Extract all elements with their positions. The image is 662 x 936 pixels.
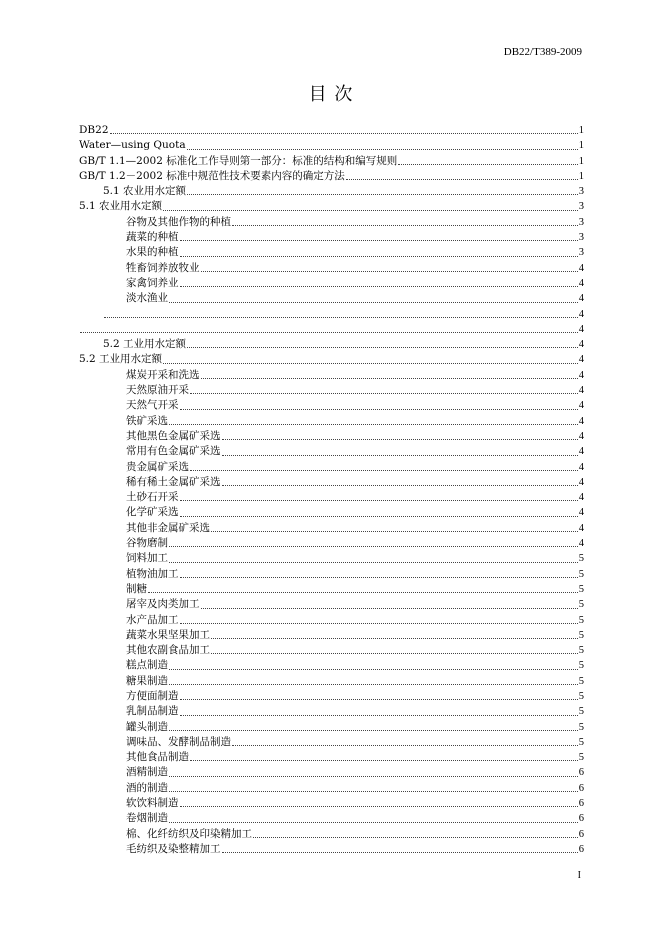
- toc-entry-label: 牲畜饲养放牧业: [126, 261, 200, 274]
- toc-entry[interactable]: [79, 276, 584, 291]
- toc-entry-label: 蔬菜的种植: [126, 231, 179, 244]
- toc-entry-page: 4: [578, 385, 584, 397]
- toc-entry-label: 毛纺织及染整精加工: [126, 842, 221, 855]
- toc-entry-page: 5: [578, 568, 584, 580]
- toc-entry-label: 其他食品制造: [126, 751, 189, 764]
- toc-entry-page: 4: [578, 476, 584, 488]
- toc-leader-dots: [398, 164, 578, 165]
- toc-leader-dots: [148, 592, 578, 593]
- toc-entry-page: 4: [578, 492, 584, 504]
- toc-entry[interactable]: [79, 169, 584, 184]
- toc-entry-page: 4: [578, 400, 584, 412]
- toc-entry-page: 5: [578, 614, 584, 626]
- toc-entry-page: 3: [578, 201, 584, 213]
- toc-entry[interactable]: [79, 613, 584, 628]
- toc-entry-label: 常用有色金属矿采选: [126, 445, 221, 458]
- toc-leader-dots: [169, 562, 578, 563]
- toc-entry-page: 6: [578, 767, 584, 779]
- document-code: DB22/T389-2009: [503, 46, 582, 58]
- table-of-contents: [79, 123, 584, 857]
- page-number: I: [577, 870, 581, 881]
- toc-entry[interactable]: [79, 352, 584, 367]
- toc-entry-page: 4: [578, 507, 584, 519]
- toc-entry-label: 饲料加工: [126, 552, 168, 565]
- toc-entry-page: 4: [578, 461, 584, 473]
- toc-entry[interactable]: [79, 154, 584, 169]
- toc-entry-page: 5: [578, 690, 584, 702]
- toc-entry[interactable]: [79, 674, 584, 689]
- toc-leader-dots: [180, 240, 578, 241]
- toc-entry-page: 4: [578, 446, 584, 458]
- toc-leader-dots: [104, 317, 578, 318]
- toc-entry-page: 5: [578, 583, 584, 595]
- toc-entry-page: 5: [578, 553, 584, 565]
- toc-entry[interactable]: [79, 215, 584, 230]
- toc-entry-label: 罐头制造: [126, 720, 168, 733]
- toc-entry-page: 4: [578, 354, 584, 366]
- toc-entry-page: 5: [578, 736, 584, 748]
- toc-entry-label: 糕点制造: [126, 659, 168, 672]
- toc-entry[interactable]: [79, 414, 584, 429]
- toc-entry-page: 6: [578, 843, 584, 855]
- toc-entry[interactable]: [79, 337, 584, 352]
- toc-leader-dots: [211, 653, 578, 654]
- toc-entry[interactable]: [79, 720, 584, 735]
- toc-entry[interactable]: [79, 199, 584, 214]
- toc-leader-dots: [190, 393, 578, 394]
- toc-entry[interactable]: [79, 123, 584, 138]
- toc-entry-label: 水产品加工: [126, 613, 179, 626]
- toc-entry-page: 3: [578, 247, 584, 259]
- toc-entry-page: 5: [578, 675, 584, 687]
- toc-leader-dots: [187, 347, 578, 348]
- toc-entry-page: 4: [578, 277, 584, 289]
- toc-entry-label: 卷烟制造: [126, 812, 168, 825]
- toc-entry-label: 酒精制造: [126, 766, 168, 779]
- toc-leader-dots: [232, 745, 578, 746]
- toc-entry-label: 淡水渔业: [126, 292, 168, 305]
- toc-leader-dots: [80, 332, 578, 333]
- toc-entry-page: 5: [578, 660, 584, 672]
- toc-entry[interactable]: [79, 796, 584, 811]
- toc-entry-page: 4: [578, 369, 584, 381]
- toc-leader-dots: [169, 684, 578, 685]
- toc-entry[interactable]: [79, 551, 584, 566]
- toc-entry-label: Water—using Quota: [79, 139, 186, 152]
- toc-entry[interactable]: [79, 750, 584, 765]
- toc-entry-page: 4: [578, 415, 584, 427]
- toc-entry-label: 化学矿采选: [126, 506, 179, 519]
- toc-entry-page: 6: [578, 798, 584, 810]
- toc-leader-dots: [201, 608, 578, 609]
- toc-entry-page: 6: [578, 782, 584, 794]
- toc-leader-dots: [190, 760, 578, 761]
- toc-entry-label: 蔬菜水果坚果加工: [126, 628, 210, 641]
- toc-entry-page: 3: [578, 232, 584, 244]
- toc-entry-page: 1: [578, 125, 584, 136]
- toc-leader-dots: [190, 470, 578, 471]
- toc-leader-dots: [187, 194, 578, 195]
- toc-entry-page: 5: [578, 706, 584, 718]
- toc-leader-dots: [169, 546, 578, 547]
- toc-entry-label: 调味品、发酵制品制造: [126, 735, 231, 748]
- toc-leader-dots: [222, 455, 578, 456]
- toc-leader-dots: [180, 516, 578, 517]
- toc-leader-dots: [169, 822, 578, 823]
- toc-entry[interactable]: [79, 704, 584, 719]
- toc-entry-label: 煤炭开采和洗选: [126, 368, 200, 381]
- toc-entry[interactable]: [79, 138, 584, 153]
- toc-entry-label: 软饮料制造: [126, 797, 179, 810]
- toc-entry[interactable]: [79, 245, 584, 260]
- toc-leader-dots: [222, 485, 578, 486]
- toc-entry-page: 4: [578, 430, 584, 442]
- toc-entry[interactable]: [79, 261, 584, 276]
- toc-entry[interactable]: [79, 307, 584, 322]
- toc-leader-dots: [180, 715, 578, 716]
- toc-leader-dots: [180, 806, 578, 807]
- toc-entry[interactable]: [79, 628, 584, 643]
- toc-entry-label: 屠宰及肉类加工: [126, 598, 200, 611]
- toc-entry-label: 糖果制造: [126, 674, 168, 687]
- toc-entry-page: 5: [578, 752, 584, 764]
- toc-entry-page: 6: [578, 813, 584, 825]
- toc-leader-dots: [211, 531, 578, 532]
- toc-entry-label: 水果的种植: [126, 246, 179, 259]
- toc-entry-label: GB/T 1.2－2002 标准中规范性技术要素内容的确定方法: [79, 169, 345, 182]
- toc-entry-label: 其他非金属矿采选: [126, 521, 210, 534]
- toc-entry-label: 5.1 农业用水定额: [103, 185, 187, 198]
- toc-entry[interactable]: [79, 536, 584, 551]
- toc-entry-label: 贵金属矿采选: [126, 460, 189, 473]
- toc-entry-page: 5: [578, 599, 584, 611]
- toc-leader-dots: [169, 730, 578, 731]
- toc-entry-label: 天然原油开采: [126, 384, 189, 397]
- toc-entry-label: 棉、化纤纺织及印染精加工: [126, 827, 252, 840]
- toc-entry[interactable]: [79, 567, 584, 582]
- toc-leader-dots: [180, 623, 578, 624]
- toc-entry[interactable]: [79, 291, 584, 306]
- toc-entry-label: DB22: [79, 124, 109, 136]
- toc-leader-dots: [169, 302, 578, 303]
- toc-entry-page: 4: [578, 522, 584, 534]
- toc-entry-page: 4: [578, 339, 584, 351]
- toc-entry-page: 5: [578, 629, 584, 641]
- toc-entry-label: 5.2 工业用水定额: [103, 338, 187, 351]
- toc-entry-page: 4: [578, 538, 584, 550]
- toc-entry-label: 制糖: [126, 582, 147, 595]
- toc-leader-dots: [180, 500, 578, 501]
- toc-entry-label: GB/T 1.1—2002 标准化工作导则第一部分：标准的结构和编写规则: [79, 154, 398, 167]
- toc-entry-page: 6: [578, 828, 584, 840]
- toc-entry[interactable]: [79, 811, 584, 826]
- toc-leader-dots: [222, 439, 578, 440]
- toc-entry[interactable]: [79, 322, 584, 337]
- toc-leader-dots: [180, 577, 578, 578]
- toc-entry[interactable]: [79, 689, 584, 704]
- toc-entry[interactable]: [79, 460, 584, 475]
- toc-entry[interactable]: [79, 475, 584, 490]
- toc-entry-label: 土砂石开采: [126, 491, 179, 504]
- toc-entry[interactable]: [79, 643, 584, 658]
- toc-entry[interactable]: [79, 368, 584, 383]
- toc-entry[interactable]: [79, 827, 584, 842]
- toc-entry-page: 3: [578, 216, 584, 228]
- toc-entry[interactable]: [79, 230, 584, 245]
- toc-entry-label: 谷物及其他作物的种植: [126, 215, 231, 228]
- toc-entry-page: 4: [578, 323, 584, 335]
- toc-leader-dots: [169, 791, 578, 792]
- toc-entry-label: 方便面制造: [126, 689, 179, 702]
- toc-leader-dots: [180, 409, 578, 410]
- toc-leader-dots: [169, 776, 578, 777]
- toc-entry-page: 1: [578, 170, 584, 182]
- toc-entry-label: 5.2 工业用水定额: [79, 353, 163, 366]
- toc-entry[interactable]: [79, 429, 584, 444]
- toc-entry[interactable]: [79, 842, 584, 857]
- toc-leader-dots: [253, 837, 578, 838]
- toc-entry-page: 5: [578, 645, 584, 657]
- toc-leader-dots: [232, 225, 578, 226]
- toc-entry[interactable]: [79, 398, 584, 413]
- toc-entry[interactable]: [79, 505, 584, 520]
- toc-leader-dots: [180, 256, 578, 257]
- toc-entry[interactable]: [79, 658, 584, 673]
- toc-entry-label: 植物油加工: [126, 567, 179, 580]
- toc-entry-page: 3: [578, 186, 584, 198]
- toc-entry[interactable]: [79, 490, 584, 505]
- toc-entry-label: 铁矿采选: [126, 414, 168, 427]
- toc-entry[interactable]: [79, 765, 584, 780]
- toc-leader-dots: [180, 699, 578, 700]
- toc-leader-dots: [187, 149, 578, 150]
- toc-entry-label: 谷物磨制: [126, 537, 168, 550]
- toc-leader-dots: [201, 378, 578, 379]
- toc-entry[interactable]: [79, 735, 584, 750]
- toc-entry-label: 乳制品制造: [126, 705, 179, 718]
- toc-entry-page: 4: [578, 308, 584, 320]
- toc-entry[interactable]: [79, 597, 584, 612]
- page-title: 目 次: [308, 84, 354, 105]
- toc-entry-page: 1: [578, 155, 584, 167]
- toc-entry-page: 5: [578, 721, 584, 733]
- toc-entry[interactable]: [79, 383, 584, 398]
- toc-entry-label: 酒的制造: [126, 781, 168, 794]
- toc-leader-dots: [169, 669, 578, 670]
- toc-entry[interactable]: [79, 781, 584, 796]
- toc-entry[interactable]: [79, 444, 584, 459]
- toc-leader-dots: [163, 363, 578, 364]
- toc-entry-page: 4: [578, 293, 584, 305]
- toc-entry[interactable]: [79, 521, 584, 536]
- toc-leader-dots: [180, 286, 578, 287]
- toc-leader-dots: [346, 179, 578, 180]
- toc-entry-label: 稀有稀土金属矿采选: [126, 475, 221, 488]
- toc-leader-dots: [163, 210, 578, 211]
- toc-leader-dots: [211, 638, 578, 639]
- toc-entry-label: 其他黑色金属矿采选: [126, 429, 221, 442]
- toc-entry-page: 4: [578, 262, 584, 274]
- toc-leader-dots: [169, 424, 578, 425]
- toc-leader-dots: [201, 271, 578, 272]
- toc-entry-label: 家禽饲养业: [126, 276, 179, 289]
- toc-entry-label: 天然气开采: [126, 399, 179, 412]
- toc-leader-dots: [222, 852, 578, 853]
- toc-entry-label: 其他农副食品加工: [126, 644, 210, 657]
- toc-entry[interactable]: [79, 582, 584, 597]
- toc-entry-page: 1: [578, 140, 584, 152]
- toc-entry-label: 5.1 农业用水定额: [79, 200, 163, 213]
- toc-leader-dots: [110, 133, 578, 134]
- toc-entry[interactable]: [79, 184, 584, 199]
